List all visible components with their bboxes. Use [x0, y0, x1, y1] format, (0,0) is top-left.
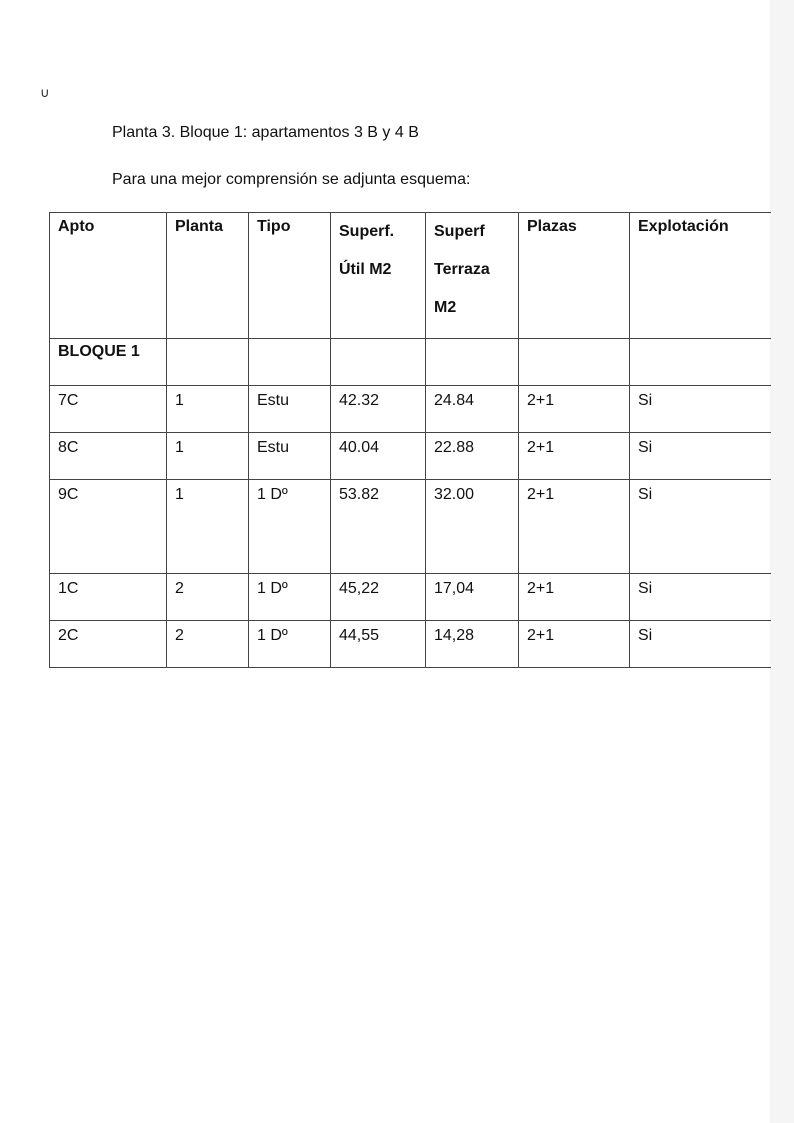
cell-apto: 7C: [50, 386, 167, 433]
cell-explotacion: Si: [630, 433, 771, 480]
cell-util: 45,22: [331, 574, 426, 621]
header-tipo: Tipo: [249, 213, 331, 339]
cell-util: 53.82: [331, 480, 426, 574]
cell-terraza: 32.00: [426, 480, 519, 574]
header-superf-terraza-line1: Superf: [434, 223, 485, 240]
header-apto: Apto: [50, 213, 167, 339]
header-superf-terraza-line2: Terraza: [434, 261, 490, 278]
header-plazas: Plazas: [519, 213, 630, 339]
cell-util: 42.32: [331, 386, 426, 433]
cell-util: 44,55: [331, 621, 426, 668]
header-superf-terraza: [426, 213, 519, 339]
intro-heading: Planta 3. Bloque 1: apartamentos 3 B y 4 B: [112, 124, 419, 141]
cell-plazas: 2+1: [519, 574, 630, 621]
cell-tipo: 1 Dº: [249, 480, 331, 574]
cell-plazas: 2+1: [519, 480, 630, 574]
block-row: [50, 339, 771, 386]
empty-cell: [331, 339, 426, 386]
cell-explotacion: Si: [630, 621, 771, 668]
header-superf-util-line1: Superf.: [339, 223, 395, 240]
cell-planta: 1: [167, 480, 249, 574]
cell-terraza: 24.84: [426, 386, 519, 433]
block-label: BLOQUE 1: [50, 339, 167, 386]
header-superf-util: [331, 213, 426, 339]
apartments-table: [49, 212, 771, 668]
cell-tipo: 1 Dº: [249, 621, 331, 668]
table-row: [50, 386, 771, 433]
table-row: [50, 433, 771, 480]
cell-planta: 1: [167, 386, 249, 433]
table-row: [50, 621, 771, 668]
empty-cell: [167, 339, 249, 386]
empty-cell: [630, 339, 771, 386]
header-superf-util-line2: Útil M2: [339, 261, 392, 278]
cell-plazas: 2+1: [519, 386, 630, 433]
cell-terraza: 17,04: [426, 574, 519, 621]
empty-cell: [426, 339, 519, 386]
cell-tipo: Estu: [249, 386, 331, 433]
cell-explotacion: Si: [630, 386, 771, 433]
cell-explotacion: Si: [630, 574, 771, 621]
empty-cell: [249, 339, 331, 386]
cell-plazas: 2+1: [519, 433, 630, 480]
header-superf-terraza-line3: M2: [434, 299, 457, 316]
table-row: [50, 574, 771, 621]
cell-tipo: Estu: [249, 433, 331, 480]
cell-terraza: 22.88: [426, 433, 519, 480]
cell-plazas: 2+1: [519, 621, 630, 668]
cell-planta: 1: [167, 433, 249, 480]
cell-apto: 2C: [50, 621, 167, 668]
cell-tipo: 1 Dº: [249, 574, 331, 621]
cell-terraza: 14,28: [426, 621, 519, 668]
cell-planta: 2: [167, 574, 249, 621]
header-explotacion: Explotación: [630, 213, 771, 339]
cell-util: 40.04: [331, 433, 426, 480]
cell-apto: 9C: [50, 480, 167, 574]
header-planta: Planta: [167, 213, 249, 339]
stray-mark: ∪: [40, 85, 50, 100]
intro-subheading: Para una mejor comprensión se adjunta esquema:: [112, 171, 471, 188]
table-header-row: [50, 213, 771, 339]
cell-apto: 8C: [50, 433, 167, 480]
empty-cell: [519, 339, 630, 386]
table-row: [50, 480, 771, 574]
cell-explotacion: Si: [630, 480, 771, 574]
cell-apto: 1C: [50, 574, 167, 621]
page-edge-strip: [770, 0, 794, 1123]
cell-planta: 2: [167, 621, 249, 668]
